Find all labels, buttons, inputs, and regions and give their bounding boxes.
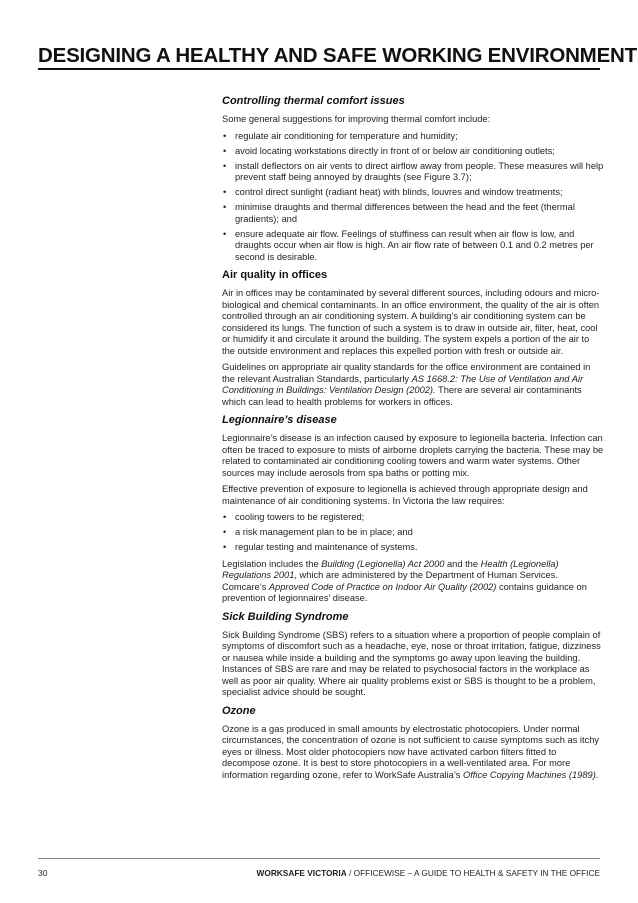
paragraph: Some general suggestions for improving thermal comfort include: xyxy=(222,114,491,124)
code-citation: Approved Code of Practice on Indoor Air Quality (2002) xyxy=(268,581,497,592)
section-sick-building-syndrome xyxy=(222,610,604,699)
paragraph xyxy=(222,362,604,408)
text-run: and the xyxy=(444,558,481,569)
paragraph: Sick Building Syndrome (SBS) refers to a situation where a proportion of people complain of symptoms of discomfort such as a headache, eye, nose or throat irritation, fatigue, dizziness or nausea while inside a building and the symptoms go away upon leaving the building. Instances of SBS are rare and may be related to psychosocial factors in the workplace as well as poor air quality. Where air quality problems exist or SBS is thought to be a problem, specialist advice should be sought. xyxy=(222,629,601,697)
text-run: Guidelines on appropriate air quality standards for the office environment are contained in the relevant Australian Standards, particularly xyxy=(222,362,591,384)
bullet-list xyxy=(222,512,604,554)
section-heading: Sick Building Syndrome xyxy=(222,610,349,623)
standard-citation: AS 1668.2: The Use of Ventilation and Air Conditioning in Buildings: Ventilation Design (2002). xyxy=(222,373,584,395)
running-footer xyxy=(257,868,600,878)
text-run: Ozone is a gas produced in small amounts by electrostatic photocopiers. Under normal circumstances, the concentration of ozone is not sufficient to cause symptoms such as itchy eyes or illness. Most older photocopiers now have activated carbon filters fitted to decompose ozone. It is best to store photocopiers in a well-ventilated area. For more information regarding ozone, refer to WorkSafe Australia’s xyxy=(222,723,600,780)
paragraph xyxy=(222,559,604,605)
page-title: DESIGNING A HEALTHY AND SAFE WORKING ENVIRONMENT xyxy=(38,44,637,67)
list-item: • ensure adequate air flow. Feelings of stuffiness can result when air flow is low, and draughts occur when air flow is high. An air flow rate of between 0.1 and 0.2 metres per second is desirable. xyxy=(222,229,604,264)
list-item: • regular testing and maintenance of systems. xyxy=(222,542,604,554)
list-item: • control direct sunlight (radiant heat) with blinds, louvres and window treatments; xyxy=(222,187,604,199)
section-ozone xyxy=(222,704,604,782)
list-item: • minimise draughts and thermal differences between the head and the feet (thermal gradients); and xyxy=(222,202,604,225)
section-legionnaires xyxy=(222,413,604,605)
text-run: , which are administered by the Department of Human Services. Comcare’s xyxy=(222,570,558,592)
footer-publication: OFFICEWISE – A GUIDE TO HEALTH & SAFETY IN THE OFFICE xyxy=(353,868,600,878)
publication-citation: Office Copying Machines (1989) xyxy=(462,769,596,780)
list-item: • cooling towers to be registered; xyxy=(222,512,604,524)
footer-rule xyxy=(38,858,600,859)
legislation-citation: Building (Legionella) Act 2000 xyxy=(321,558,445,569)
legislation-citation: Health (Legionella) Regulations 2001 xyxy=(222,558,559,580)
section-air-quality xyxy=(222,268,604,408)
list-item: • install deflectors on air vents to direct airflow away from people. These measures will help prevent staff being annoyed by draughts (see Figure 3.7); xyxy=(222,161,604,184)
section-heading: Legionnaire’s disease xyxy=(222,414,337,426)
paragraph: Legionnaire’s disease is an infection caused by exposure to legionella bacteria. Infection can often be traced to exposure to mists of airborne droplets carrying the bacteria. These may be related to contaminated air conditioning cooling towers and warm water systems. Other sources may include aerosols from spa baths or potting mix. xyxy=(222,433,604,478)
bullet-list xyxy=(222,131,604,264)
text-run: . xyxy=(595,769,599,780)
paragraph xyxy=(222,724,604,782)
text-run: There are several air contaminants which can lead to health problems for workers in offices. xyxy=(222,385,582,407)
section-heading: Ozone xyxy=(222,704,256,717)
page-number: 30 xyxy=(38,868,48,878)
list-item: • avoid locating workstations directly in front of or below air conditioning outlets; xyxy=(222,146,604,158)
section-heading: Controlling thermal comfort issues xyxy=(222,95,405,107)
list-item: • a risk management plan to be in place; and xyxy=(222,527,604,539)
section-heading: Air quality in offices xyxy=(222,269,328,281)
list-item: • regulate air conditioning for temperature and humidity; xyxy=(222,131,604,143)
text-run: Legislation includes the xyxy=(222,558,322,569)
footer-brand: WORKSAFE VICTORIA xyxy=(256,868,347,878)
paragraph: Effective prevention of exposure to legionella is achieved through appropriate design and maintenance of air conditioning systems. In Victoria the law requires: xyxy=(222,484,588,506)
paragraph: Air in offices may be contaminated by several different sources, including odours and micro-biological and chemical contaminants. In an office environment, the quality of the air is often controlled through an air conditioning system. A building’s air conditioning system can be considered its lungs. The function of such a system is to draw in outside air, filter, heat, cool or humidify it and circulate it around the building. The system expels a portion of the air to the outside environment and replaces this expelled portion with fresh or outside air. xyxy=(222,288,600,356)
section-thermal-comfort xyxy=(222,94,604,263)
text-run: contains guidance on prevention of legionnaires’ disease. xyxy=(222,581,587,603)
title-rule xyxy=(38,68,600,70)
main-content xyxy=(222,94,604,786)
footer-separator: / xyxy=(346,868,354,878)
